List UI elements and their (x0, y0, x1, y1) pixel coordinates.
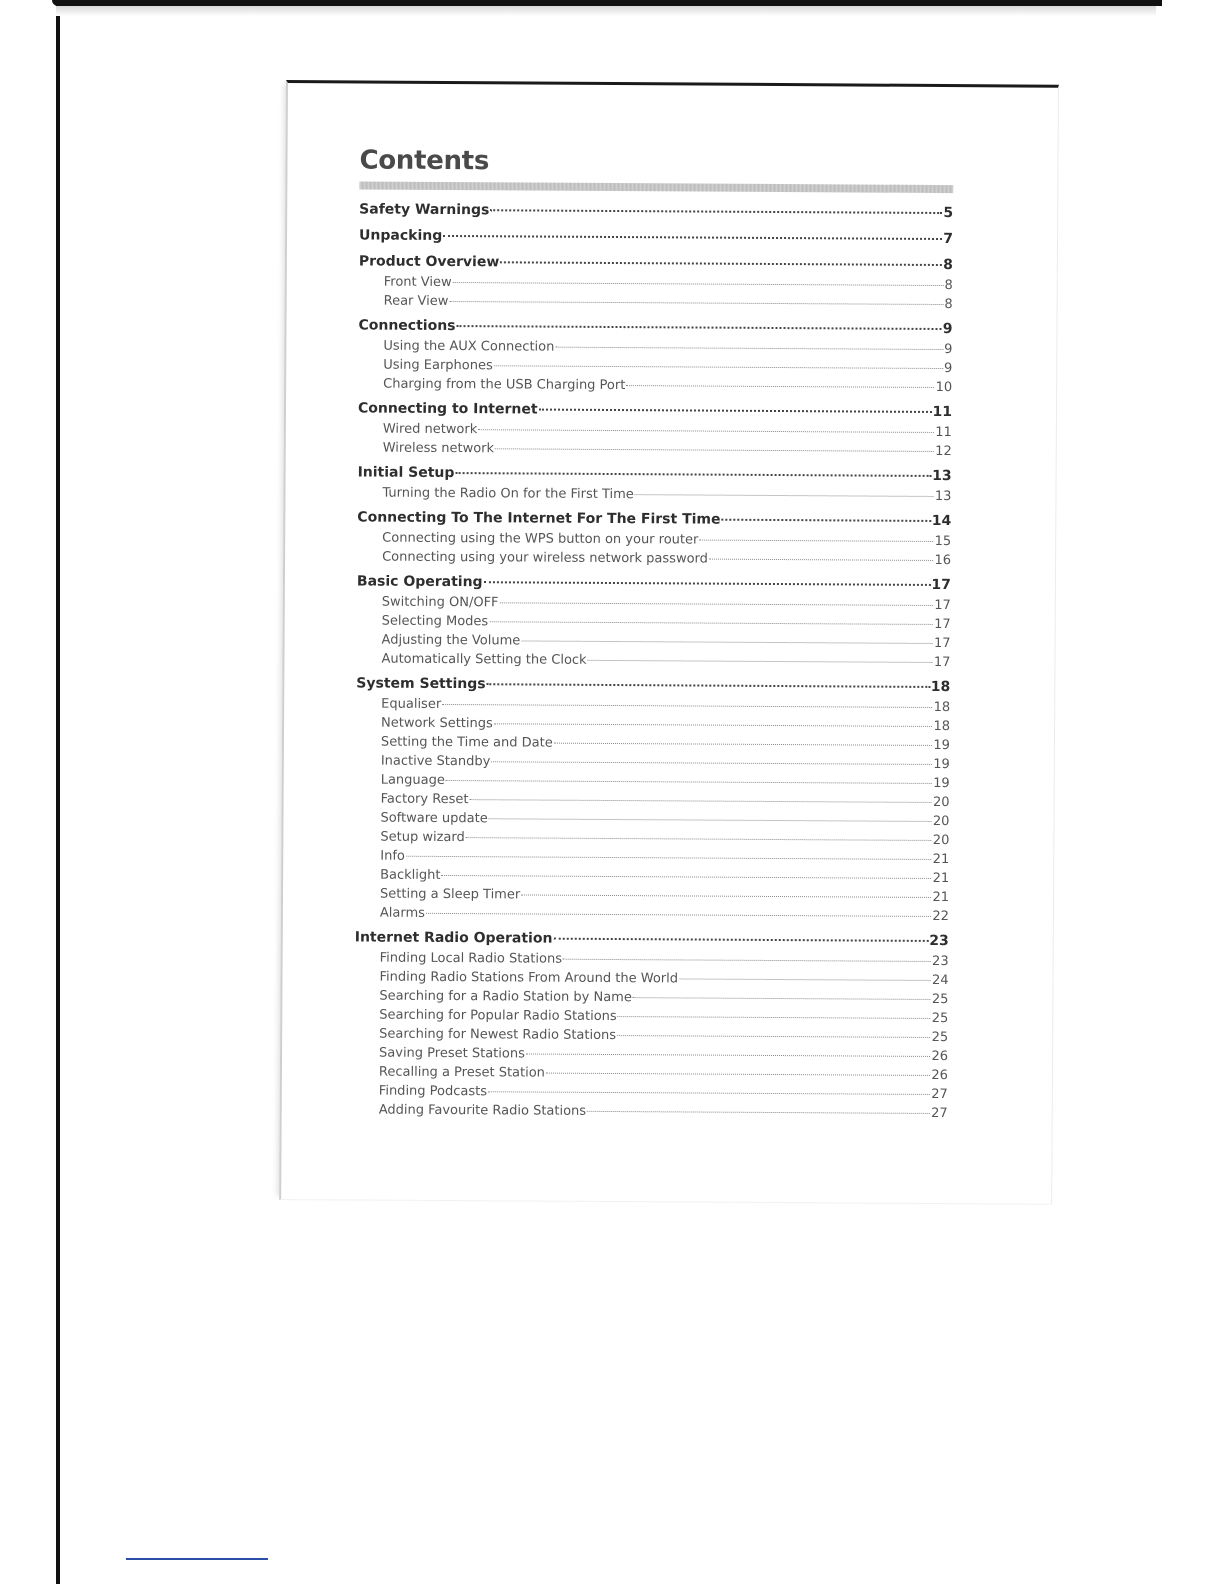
toc-subsection (355, 905, 949, 928)
toc-entry-page: 17 (933, 635, 951, 652)
toc-entry-label: Finding Radio Stations From Around the World (379, 969, 679, 987)
toc-entry-label: Info (380, 848, 405, 864)
toc-entry-label: Finding Podcasts (378, 1083, 488, 1100)
toc-entry-label: Wired network (382, 421, 478, 438)
dot-leader (521, 894, 931, 898)
toc-entry-label: Connecting using your wireless network password (382, 549, 708, 567)
toc-entry-page: 21 (932, 851, 950, 868)
toc-entry-label: Searching for Popular Radio Stations (379, 1007, 617, 1025)
scan-edge-left (0, 0, 60, 1584)
dot-leader (679, 978, 931, 981)
toc-entry-label: Switching ON/OFF (381, 594, 499, 611)
dot-leader (526, 1053, 931, 1056)
dot-leader (626, 385, 934, 388)
dot-leader (699, 540, 933, 542)
dot-leader (563, 959, 931, 962)
dot-leader (443, 235, 942, 240)
toc-entry-label: Turning the Radio On for the First Time (382, 485, 634, 503)
toc-entry-page: 14 (931, 512, 952, 530)
dot-leader (617, 1035, 931, 1038)
toc-entry-page: 27 (931, 1105, 948, 1122)
toc-entry-page: 19 (933, 775, 950, 792)
dot-leader (494, 365, 943, 369)
toc-entry-page: 25 (931, 991, 949, 1008)
dot-leader (446, 780, 932, 784)
toc-entry-label: Searching for a Radio Station by Name (379, 988, 632, 1006)
toc-entry-label: Searching for Newest Radio Stations (379, 1026, 617, 1044)
dot-leader (453, 282, 944, 286)
toc-subsection (357, 485, 951, 508)
toc-entry-page: 20 (932, 832, 950, 849)
toc-entry-page: 17 (934, 597, 951, 614)
toc-entry-page: 5 (943, 205, 954, 222)
toc-entry-label: Using the AUX Connection (383, 338, 555, 355)
dot-leader (587, 1111, 930, 1114)
toc-entry-label: Setup wizard (380, 829, 465, 846)
toc-entry-page: 7 (943, 231, 954, 248)
toc-entry-page: 9 (942, 321, 953, 338)
dot-leader (554, 743, 933, 746)
toc-entry-label: Saving Preset Stations (379, 1045, 525, 1062)
dot-leader (494, 723, 933, 727)
toc-entry-label: Rear View (383, 293, 449, 309)
toc-entry-label: Selecting Modes (381, 613, 489, 630)
toc-entry-label: Setting a Sleep Timer (379, 886, 521, 903)
toc-subsection (357, 549, 951, 572)
dot-leader (553, 938, 928, 942)
dot-leader (466, 837, 932, 841)
toc-entry-label: Connecting To The Internet For The First Time (357, 509, 721, 528)
toc-entry-label: Front View (383, 274, 452, 291)
dot-leader (490, 209, 942, 214)
toc-entry-label: Safety Warnings (359, 201, 490, 219)
dot-leader (406, 856, 932, 860)
footer-rule (126, 1558, 268, 1560)
title-rule (359, 181, 953, 193)
toc-subsection (356, 651, 950, 674)
toc-entry-page: 8 (943, 257, 953, 274)
toc-entry-page: 20 (933, 794, 950, 811)
toc-entry-label: Unpacking (359, 227, 443, 244)
page-title: Contents (359, 145, 490, 177)
toc-entry-label: System Settings (356, 675, 486, 693)
toc-entry-label: Automatically Setting the Clock (381, 651, 587, 668)
dot-leader (539, 409, 932, 413)
toc-entry-page: 13 (932, 467, 952, 485)
dot-leader (546, 1073, 930, 1076)
toc-entry-label: Finding Local Radio Stations (379, 950, 563, 967)
toc-entry-page: 10 (935, 379, 953, 396)
toc-entry-page: 16 (934, 552, 952, 569)
dot-leader (426, 913, 931, 917)
toc-entry-page: 23 (932, 953, 949, 970)
dot-leader (449, 301, 943, 305)
toc-entry-page: 18 (933, 718, 951, 735)
booklet-page (279, 80, 1059, 1205)
toc-entry-page: 17 (934, 616, 951, 633)
dot-leader (555, 347, 943, 350)
toc-entry-label: Connecting to Internet (357, 400, 538, 418)
toc-entry-page: 9 (943, 361, 953, 377)
toc-entry-page: 15 (934, 533, 952, 550)
toc-entry-label: Equaliser (381, 696, 442, 712)
toc-entry-page: 17 (931, 576, 951, 594)
toc-entry-label: Adjusting the Volume (381, 632, 521, 649)
toc-entry-page: 23 (929, 932, 949, 950)
toc-entry-page: 8 (944, 297, 953, 313)
toc-entry-label: Connections (358, 317, 456, 335)
dot-leader (457, 325, 942, 330)
toc-entry-page: 8 (944, 278, 953, 294)
toc-entry-label: Backlight (380, 867, 441, 883)
dot-leader (489, 818, 932, 822)
dot-leader (500, 602, 934, 606)
toc-entry-label: Inactive Standby (380, 753, 491, 770)
toc-entry-label: Setting the Time and Date (380, 734, 553, 751)
dot-leader (489, 621, 933, 625)
dot-leader (722, 519, 931, 522)
toc-subsection (358, 376, 952, 399)
toc-entry-page: 21 (932, 889, 950, 906)
toc-entry-label: Software update (380, 810, 488, 827)
dot-leader (635, 494, 934, 497)
toc-entry-page: 11 (935, 424, 952, 441)
toc-entry-page: 26 (931, 1048, 949, 1065)
dot-leader (487, 683, 930, 688)
dot-leader (470, 799, 933, 803)
toc-entry-page: 26 (931, 1067, 948, 1084)
toc-entry-page: 22 (932, 908, 949, 925)
toc-entry-page: 19 (933, 756, 950, 773)
toc-entry-label: Wireless network (382, 440, 495, 457)
dot-leader (495, 448, 934, 452)
toc-entry-label: Factory Reset (380, 791, 469, 808)
toc-entry-label: Language (380, 772, 445, 788)
toc-entry-label: Internet Radio Operation (354, 929, 553, 947)
dot-leader (500, 261, 942, 266)
dot-leader (442, 704, 932, 708)
dot-leader (633, 997, 931, 1000)
dot-leader (709, 559, 934, 561)
toc-entry-page: 24 (931, 972, 949, 989)
dot-leader (478, 429, 934, 433)
toc-entry-page: 25 (931, 1029, 949, 1046)
toc-entry-page: 9 (944, 342, 953, 358)
toc-entry-label: Recalling a Preset Station (378, 1064, 545, 1081)
toc-section (359, 201, 953, 226)
scan-shadow (56, 6, 1156, 16)
toc-entry-page: 11 (932, 403, 953, 421)
dot-leader (484, 581, 931, 586)
toc-entry-label: Connecting using the WPS button on your router (382, 530, 699, 548)
toc-entry-label: Basic Operating (356, 573, 483, 591)
toc-section (359, 227, 953, 252)
toc-subsection (354, 1102, 948, 1125)
toc-subsection (359, 293, 953, 316)
toc-subsection (358, 440, 952, 463)
dot-leader (521, 640, 933, 644)
dot-leader (488, 1091, 930, 1095)
toc-entry-label: Using Earphones (383, 357, 493, 374)
toc-entry-label: Charging from the USB Charging Port (383, 376, 626, 394)
toc-entry-page: 27 (931, 1086, 948, 1103)
toc-entry-page: 13 (934, 488, 952, 505)
toc-entry-label: Network Settings (381, 715, 493, 732)
table-of-contents (354, 201, 954, 1125)
toc-entry-label: Initial Setup (357, 464, 455, 482)
dot-leader (455, 472, 931, 477)
toc-entry-page: 12 (935, 443, 952, 460)
toc-entry-label: Alarms (379, 905, 425, 921)
dot-leader (588, 660, 933, 663)
toc-entry-page: 17 (933, 654, 951, 671)
toc-entry-page: 20 (932, 813, 950, 830)
toc-entry-label: Adding Favourite Radio Stations (378, 1102, 587, 1119)
toc-entry-page: 18 (933, 699, 951, 716)
dot-leader (618, 1016, 931, 1019)
dot-leader (491, 761, 932, 765)
toc-entry-page: 19 (933, 737, 950, 754)
toc-entry-page: 18 (930, 678, 951, 696)
toc-entry-page: 25 (931, 1010, 949, 1027)
toc-entry-label: Product Overview (358, 253, 500, 271)
toc-entry-page: 21 (932, 870, 950, 887)
dot-leader (442, 875, 932, 879)
